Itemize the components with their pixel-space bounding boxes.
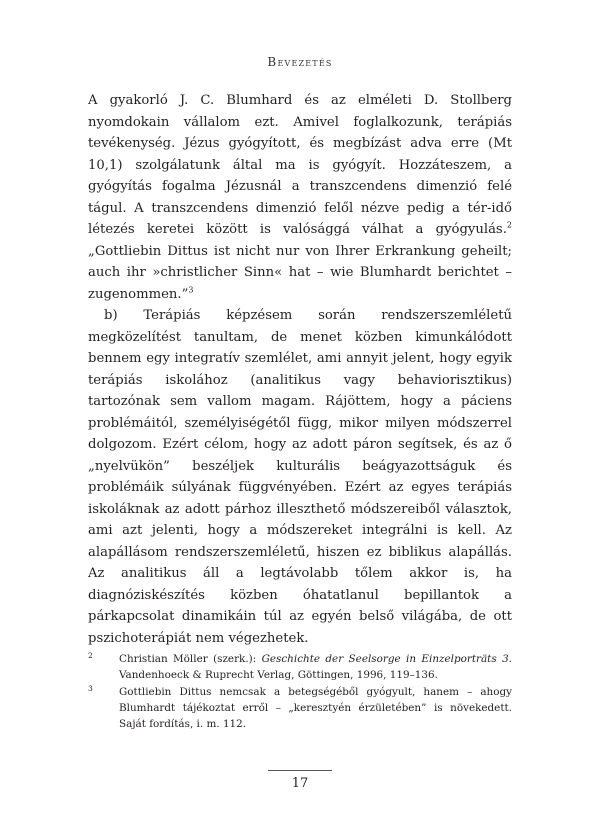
footnotes (88, 651, 512, 733)
footnote-text: Gottliebin Dittus nemcsak a betegségéből gyógyult, hanem – ahogy Blumhardt tájékoztat erről – „keresztyén érzületében” is növekedett. Saját fordítás, i. m. 112. (119, 686, 512, 730)
footnote-ref-3: 3 (188, 285, 194, 295)
paragraph-1-text: A gyakorló J. C. Blumhard és az elméleti D. Stollberg nyomdokain vállalom ezt. Amivel foglalkozunk, terápiás tevékenység. Jézus gyógyított, és megbízást adva erre (Mt 10,1) szolgálatunk által ma is gyógyít. Hozzáteszem, a gyógyítás fogalma Jézusnál a transzcendens dimenzió felé tágul. A transzcendens dimenzió felől nézve pedig a tér-idő létezés keretei között is valósággá válhat a gyógyulás. (88, 93, 512, 237)
footnote-title: Geschichte der Seelsorge in Einzelporträts 3. (261, 653, 512, 665)
body-text (88, 90, 512, 649)
paragraph-2: b) Terápiás képzésem során rendszerszemléletű megközelítést tanultam, de menet közben kimunkálódott bennem egy integratív szemlélet, ami annyit jelent, hogy egyik terápiás iskolához (analitikus vagy behaviorisztikus) tartozónak sem vallom magam. Rájöttem, hogy a páciens problémáitól, személyiségétől függ, mikor milyen módszerrel dolgozom. Ezért célom, hogy az adott páron segítsek, és az ő „nyelvükön” beszéljek kulturális beágyazottságuk és problémáik súlyának függvényében. Ezért az egyes terápiás iskoláknak az adott párhoz illeszthető módszereiből választok, ami azt jelenti, hogy a módszereket integrálni is kell. Az alapállásom rendszerszemléletű, hiszen ez biblikus alapállás. Az analitikus áll a legtávolabb tőlem akkor is, ha diagnóziskészítés közben óhatatlanul bepillantok a párkapcsolat dinamikáin túl az egyén belső világába, de ott pszichoterápiát nem végezhetek. (88, 308, 512, 646)
footnote-ref-2: 2 (506, 220, 512, 230)
footnote-number: 2 (88, 651, 93, 660)
footnote-suffix: Vandenhoeck & Ruprecht Verlag, Göttingen, 1996, 119–136. (119, 669, 438, 681)
footnote-number: 3 (88, 684, 93, 693)
footnote-2 (88, 651, 512, 683)
running-head: Bevezetés (267, 55, 333, 69)
page-number-rule (268, 770, 332, 771)
page-number: 17 (291, 776, 309, 791)
paragraph-1 (88, 90, 512, 305)
paragraph-1-quote: „Gottliebin Dittus ist nicht nur von Ihrer Erkrankung geheilt; auch ihr »christlicher Sinn« hat – wie Blumhardt berichtet – zugenommen.” (88, 243, 512, 302)
footnote-prefix: Christian Möller (szerk.): (119, 653, 262, 665)
footnote-3 (88, 684, 512, 732)
